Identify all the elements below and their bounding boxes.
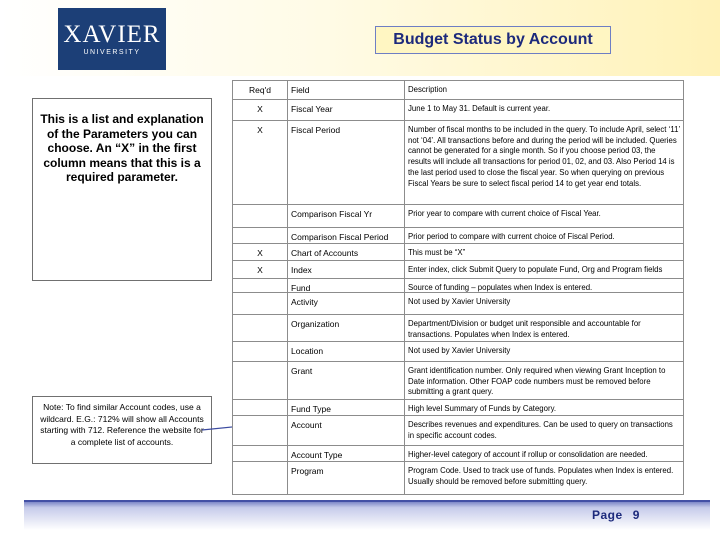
- description-cell: Number of fiscal months to be included in the query. To include April, select ‘11’ not ‘04’. All transactions before and during the period will be included. Queries cannot be generated for a single month. So if you choose period 03, the results will include all transactions for period 01, 02, and 03. Also Period 14 is the last period used to close the fiscal year. So when querying on previous Fiscal Years be sure to select fiscal period 14 to get year end totals.: [408, 125, 680, 188]
- wildcard-note: Note: To find similar Account codes, use a wildcard. E.G.: 712% will show all Accounts starting with 712. Reference the website for a complete list of accounts.: [32, 396, 212, 464]
- table-row: [233, 314, 683, 341]
- field-cell: Comparison Fiscal Period: [291, 232, 389, 242]
- req-cell: X: [257, 265, 263, 275]
- table-row: [233, 227, 683, 243]
- description-cell: Grant identification number. Only required when viewing Grant Inception to Date information. Other FOAP code numbers must be removed before submitting a grant query.: [408, 366, 666, 397]
- page-title: Budget Status by Account: [375, 26, 611, 54]
- logo-word: XAVIER: [63, 21, 161, 48]
- description-cell: Source of funding – populates when Index is entered.: [408, 283, 593, 292]
- description-cell: Not used by Xavier University: [408, 297, 511, 306]
- req-cell: X: [257, 248, 263, 258]
- field-cell: Comparison Fiscal Yr: [291, 209, 373, 219]
- page-number: [592, 508, 640, 522]
- field-cell: Chart of Accounts: [291, 248, 359, 258]
- page-number-value: 9: [632, 508, 640, 522]
- description-cell: High level Summary of Funds by Category.: [408, 404, 557, 413]
- table-row: [233, 99, 683, 120]
- field-cell: Fiscal Period: [291, 125, 341, 135]
- description-cell: June 1 to May 31. Default is current year.: [408, 104, 551, 113]
- description-cell: Not used by Xavier University: [408, 346, 511, 355]
- description-cell: Department/Division or budget unit responsible and accountable for transactions. Populates when Index is entered.: [408, 319, 641, 339]
- field-cell: Fund: [291, 283, 311, 293]
- table-row: [233, 260, 683, 278]
- header-description: Description: [408, 85, 447, 94]
- table-row: [233, 361, 683, 399]
- field-cell: Grant: [291, 366, 313, 376]
- page-word: Page: [592, 508, 623, 522]
- xavier-logo: [58, 8, 166, 70]
- header-reqd: Req'd: [249, 85, 271, 95]
- req-cell: X: [257, 104, 263, 114]
- description-cell: Program Code. Used to track use of funds. Populates when Index is entered. Usually should be removed before submitting query.: [408, 466, 674, 486]
- field-cell: Account Type: [291, 450, 343, 460]
- description-cell: Describes revenues and expenditures. Can be used to query on transactions in specific account codes.: [408, 420, 673, 440]
- description-cell: This must be “X”: [408, 248, 466, 257]
- description-cell: Prior period to compare with current choice of Fiscal Period.: [408, 232, 615, 241]
- field-cell: Program: [291, 466, 324, 476]
- field-cell: Location: [291, 346, 324, 356]
- table-row: [233, 120, 683, 204]
- req-cell: X: [257, 125, 263, 135]
- parameter-table: [232, 80, 684, 495]
- field-cell: Fiscal Year: [291, 104, 333, 114]
- field-cell: Organization: [291, 319, 340, 329]
- table-row: [233, 445, 683, 461]
- table-row: [233, 243, 683, 260]
- header-field: Field: [291, 85, 310, 95]
- table-header-row: [233, 81, 683, 99]
- field-cell: Fund Type: [291, 404, 332, 414]
- table-row: [233, 461, 683, 494]
- description-cell: Higher-level category of account if rollup or consolidation are needed.: [408, 450, 648, 459]
- table-row: [233, 292, 683, 314]
- field-cell: Activity: [291, 297, 318, 307]
- logo-subtitle: UNIVERSITY: [83, 49, 141, 56]
- field-cell: Index: [291, 265, 312, 275]
- field-cell: Account: [291, 420, 322, 430]
- table-row: [233, 204, 683, 227]
- parameter-explanation-callout: This is a list and explanation of the Parameters you can choose. An “X” in the first column means that this is a required parameter.: [32, 98, 212, 281]
- table-row: [233, 278, 683, 292]
- table-row: [233, 341, 683, 361]
- description-cell: Enter index, click Submit Query to populate Fund, Org and Program fields: [408, 265, 663, 274]
- table-row: [233, 399, 683, 415]
- description-cell: Prior year to compare with current choice of Fiscal Year.: [408, 209, 601, 218]
- table-row: [233, 415, 683, 445]
